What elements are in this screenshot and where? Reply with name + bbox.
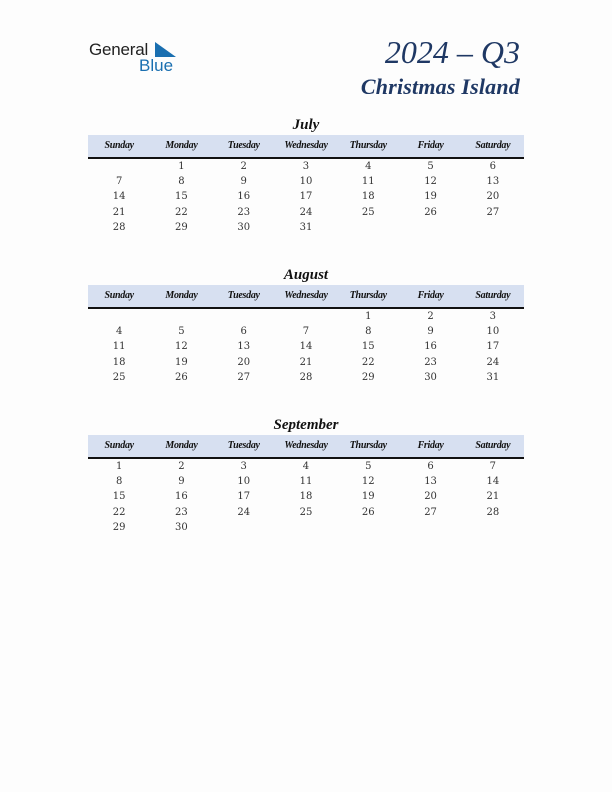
day-cell: 28 <box>112 221 126 233</box>
day-cell: 10 <box>237 476 251 488</box>
day-cell: 18 <box>361 191 375 203</box>
day-cell <box>213 309 275 324</box>
page-title: 2024 – Q3 <box>384 34 520 70</box>
day-cell: 12 <box>175 341 188 353</box>
weekday-label: Tuesday <box>227 290 260 301</box>
weekday-label: Sunday <box>104 290 134 301</box>
day-cell: 19 <box>175 356 188 368</box>
month-calendar-july <box>88 115 524 235</box>
day-cell: 14 <box>486 476 500 488</box>
day-cell <box>88 159 150 174</box>
weeks <box>88 159 524 235</box>
day-cell: 18 <box>299 491 313 503</box>
month-title: August <box>283 267 329 283</box>
day-cell: 16 <box>237 191 251 203</box>
day-cell: 29 <box>112 521 126 533</box>
day-cell: 18 <box>112 356 126 368</box>
day-cell: 3 <box>240 461 247 472</box>
week-row <box>88 489 524 504</box>
day-cell: 17 <box>299 191 313 203</box>
day-cell <box>150 309 212 324</box>
week-row <box>88 324 524 339</box>
day-cell: 16 <box>175 491 188 503</box>
week-row <box>88 459 524 474</box>
day-cell: 25 <box>112 371 126 383</box>
day-cell: 26 <box>361 506 375 518</box>
weekday-label: Wednesday <box>284 140 328 151</box>
weekday-label: Sunday <box>104 440 134 451</box>
week-row <box>88 309 524 324</box>
day-cell: 12 <box>361 476 375 488</box>
week-row <box>88 370 524 385</box>
day-cell: 20 <box>424 491 437 503</box>
day-cell: 9 <box>178 476 185 488</box>
day-cell: 29 <box>175 221 188 233</box>
day-cell: 23 <box>424 356 437 368</box>
day-cell: 19 <box>424 191 437 203</box>
day-cell: 29 <box>361 371 375 383</box>
day-cell: 10 <box>486 326 500 338</box>
weekday-label: Tuesday <box>227 140 260 151</box>
day-cell: 19 <box>361 491 375 503</box>
month-calendar-september <box>88 415 524 535</box>
week-row <box>88 174 524 189</box>
month-title: September <box>273 417 339 433</box>
day-cell: 13 <box>237 341 251 353</box>
day-cell: 25 <box>361 206 375 218</box>
day-cell: 24 <box>237 506 251 518</box>
day-cell: 20 <box>486 191 500 203</box>
weekday-label: Saturday <box>475 440 511 451</box>
day-cell: 23 <box>175 506 188 518</box>
region-subtitle: Christmas Island <box>360 74 520 99</box>
day-cell: 11 <box>361 176 375 188</box>
day-cell: 30 <box>237 221 251 233</box>
day-cell: 7 <box>115 176 123 188</box>
day-cell: 8 <box>115 476 123 488</box>
day-cell: 24 <box>299 206 313 218</box>
day-cell: 9 <box>240 176 247 188</box>
weekday-label: Monday <box>165 290 198 301</box>
day-cell: 26 <box>175 371 188 383</box>
week-row <box>88 339 524 354</box>
day-cell: 28 <box>486 506 500 518</box>
day-cell: 24 <box>486 356 500 368</box>
weekday-header-row <box>88 135 524 159</box>
logo-text-blue: Blue <box>139 56 174 75</box>
weekday-label: Friday <box>417 140 444 151</box>
week-row <box>88 355 524 370</box>
day-cell: 30 <box>175 521 188 533</box>
weekday-label: Wednesday <box>284 290 328 301</box>
weekday-label: Friday <box>417 290 444 301</box>
day-cell: 12 <box>424 176 437 188</box>
day-cell: 5 <box>427 161 434 172</box>
weekday-label: Saturday <box>475 290 511 301</box>
day-cell: 26 <box>424 206 437 218</box>
day-cell <box>213 520 275 535</box>
weekday-header-row <box>88 285 524 309</box>
day-cell: 17 <box>486 341 500 353</box>
week-row <box>88 505 524 520</box>
day-cell: 5 <box>365 461 372 472</box>
day-cell: 3 <box>489 311 497 322</box>
day-cell: 21 <box>299 356 313 368</box>
day-cell: 6 <box>240 326 247 338</box>
day-cell: 25 <box>299 506 313 518</box>
day-cell: 22 <box>361 356 375 368</box>
day-cell: 8 <box>365 326 372 338</box>
day-cell: 4 <box>302 461 310 472</box>
generalblue-logo <box>89 40 189 76</box>
day-cell: 4 <box>115 326 123 338</box>
weekday-label: Thursday <box>349 140 387 151</box>
day-cell: 22 <box>175 206 188 218</box>
weeks <box>88 459 524 535</box>
day-cell: 11 <box>112 341 126 353</box>
day-cell: 1 <box>115 461 123 472</box>
weekday-label: Tuesday <box>227 440 260 451</box>
weekday-label: Thursday <box>349 290 387 301</box>
week-row <box>88 205 524 220</box>
day-cell: 1 <box>365 311 372 322</box>
day-cell: 9 <box>427 326 434 338</box>
day-cell: 11 <box>299 476 313 488</box>
day-cell: 14 <box>112 191 126 203</box>
day-cell: 16 <box>424 341 437 353</box>
day-cell: 2 <box>240 161 247 172</box>
weekday-label: Saturday <box>475 140 511 151</box>
week-row <box>88 520 524 535</box>
day-cell <box>337 220 399 235</box>
week-row <box>88 220 524 235</box>
weekday-label: Friday <box>417 440 444 451</box>
day-cell: 15 <box>361 341 375 353</box>
day-cell: 1 <box>178 161 185 172</box>
day-cell: 31 <box>486 371 500 383</box>
day-cell: 22 <box>112 506 126 518</box>
month-calendar-august <box>88 265 524 385</box>
day-cell: 10 <box>299 176 313 188</box>
day-cell: 27 <box>486 206 500 218</box>
day-cell <box>275 520 337 535</box>
day-cell: 27 <box>237 371 251 383</box>
weekday-label: Sunday <box>104 140 134 151</box>
day-cell: 4 <box>365 161 372 172</box>
day-cell: 6 <box>489 161 497 172</box>
day-cell: 15 <box>175 191 188 203</box>
day-cell <box>462 520 524 535</box>
day-cell: 5 <box>178 326 185 338</box>
day-cell: 28 <box>299 371 313 383</box>
week-row <box>88 474 524 489</box>
day-cell: 31 <box>299 221 313 233</box>
day-cell: 30 <box>424 371 437 383</box>
day-cell: 20 <box>237 356 251 368</box>
day-cell: 13 <box>424 476 437 488</box>
weekday-label: Monday <box>165 140 198 151</box>
week-row <box>88 159 524 174</box>
day-cell: 23 <box>237 206 251 218</box>
day-cell: 2 <box>427 311 434 322</box>
month-title: July <box>292 117 320 133</box>
day-cell <box>399 520 461 535</box>
day-cell: 15 <box>112 491 126 503</box>
weekday-label: Thursday <box>349 440 387 451</box>
weekday-label: Monday <box>165 440 198 451</box>
day-cell: 14 <box>299 341 313 353</box>
day-cell <box>337 520 399 535</box>
day-cell: 21 <box>112 206 126 218</box>
day-cell: 8 <box>178 176 185 188</box>
day-cell: 6 <box>427 461 434 472</box>
day-cell: 3 <box>302 161 310 172</box>
logo-text-general: General <box>89 40 149 59</box>
day-cell <box>462 220 524 235</box>
day-cell: 7 <box>302 326 310 338</box>
day-cell: 17 <box>237 491 251 503</box>
day-cell: 21 <box>486 491 500 503</box>
day-cell <box>275 309 337 324</box>
weekday-label: Wednesday <box>284 440 328 451</box>
day-cell <box>88 309 150 324</box>
day-cell: 13 <box>486 176 500 188</box>
day-cell <box>399 220 461 235</box>
day-cell: 27 <box>424 506 437 518</box>
weeks <box>88 309 524 385</box>
weekday-header-row <box>88 435 524 459</box>
day-cell: 7 <box>489 461 497 472</box>
day-cell: 2 <box>178 461 185 472</box>
week-row <box>88 189 524 204</box>
